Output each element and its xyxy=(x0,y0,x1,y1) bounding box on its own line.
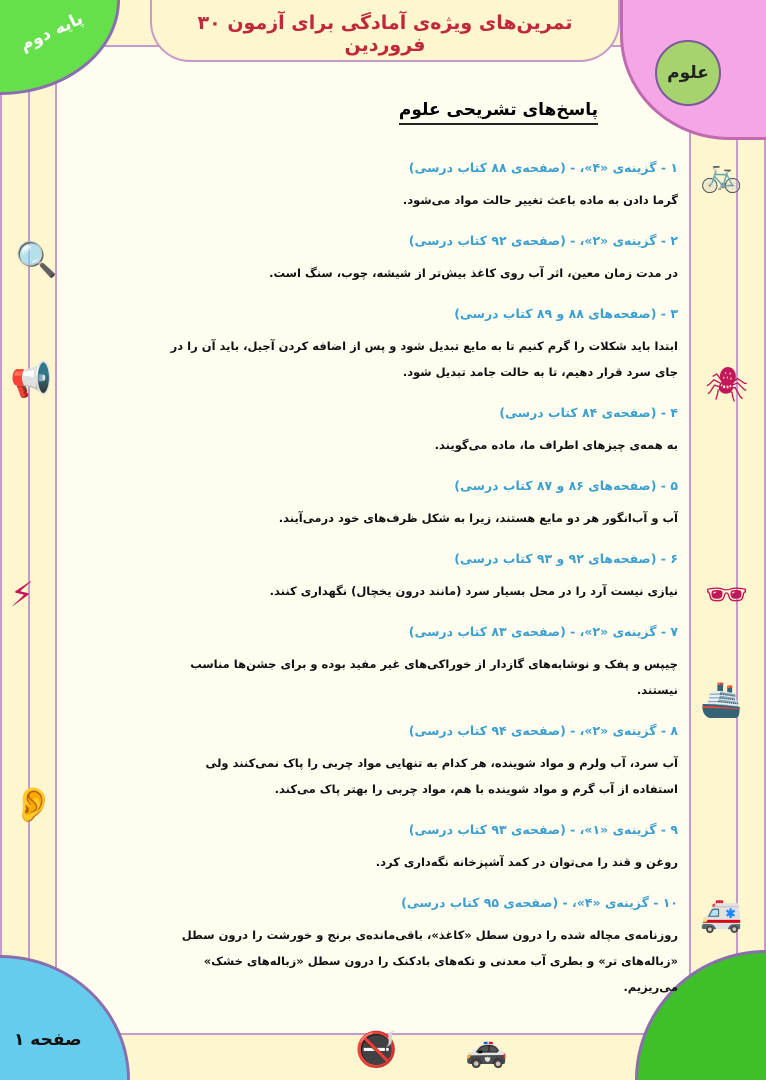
answer-item xyxy=(158,160,678,213)
answer-item xyxy=(158,822,678,875)
answer-item xyxy=(158,895,678,1000)
section-title: پاسخ‌های تشریحی علوم xyxy=(399,100,598,125)
answer-text: ابتدا باید شکلات را گرم کنیم تا به مایع تبدیل شود و پس از اضافه کردن آجیل، باید آن را در جای سرد قرار دهیم، تا به حالت جامد تبدیل شود. xyxy=(170,339,678,379)
answer-item xyxy=(158,624,678,703)
answer-item xyxy=(158,478,678,531)
answer-heading: ۶ - (صفحه‌های ۹۲ و ۹۳ کتاب درسی) xyxy=(454,551,678,566)
answer-heading: ۸ - گزینه‌ی «۲»، - (صفحه‌ی ۹۴ کتاب درسی) xyxy=(408,723,678,738)
answer-text: گرما دادن به ماده باعث تغییر حالت مواد می‌شود. xyxy=(402,193,678,207)
answers-list xyxy=(158,160,678,1020)
answer-text: چیپس و پفک و نوشابه‌های گازدار از خوراکی‌های غیر مفید بوده و برای جشن‌ها مناسب نیستند. xyxy=(190,657,678,697)
answer-text: در مدت زمان معین، اثر آب روی کاغذ بیش‌تر از شیشه، چوب، سنگ است. xyxy=(269,266,678,280)
spider-icon: 🕷 xyxy=(705,365,749,405)
answer-item xyxy=(158,306,678,385)
lightning-icon: ⚡ xyxy=(10,575,34,615)
police-car-icon: 🚓 xyxy=(465,1030,508,1070)
answer-heading: ۲ - گزینه‌ی «۲»، - (صفحه‌ی ۹۲ کتاب درسی) xyxy=(408,233,678,248)
answer-item xyxy=(158,233,678,286)
answer-text: آب سرد، آب ولرم و مواد شوینده، هر کدام به تنهایی مواد چربی را پاک نمی‌کنند ولی استفاده از آب گرم و مواد شوینده با هم، مواد چربی را بهتر پاک می‌کند. xyxy=(205,756,678,796)
answer-item xyxy=(158,723,678,802)
ear-icon: 👂 xyxy=(12,785,55,825)
subject-badge: علوم xyxy=(655,40,721,106)
answer-text: به همه‌ی چیزهای اطراف ما، ماده می‌گویند. xyxy=(434,438,678,452)
answer-text: روزنامه‌ی مچاله شده را درون سطل «کاغذ»، باقی‌مانده‌ی برنج و خورشت را درون سطل «زباله‌های تر» و بطری آب معدنی و تکه‌های بادکنک را درون سطل «زباله‌های خشک» می‌ریزیم. xyxy=(181,928,678,994)
answer-text: نیازی نیست آرد را در محل بسیار سرد (مانند درون یخچال) نگهداری کنند. xyxy=(269,584,678,598)
page-number: صفحه ۱ xyxy=(14,1030,82,1050)
no-smoking-icon: 🚭 xyxy=(355,1030,398,1070)
answer-heading: ۷ - گزینه‌ی «۲»، - (صفحه‌ی ۸۳ کتاب درسی) xyxy=(408,624,678,639)
answer-item xyxy=(158,551,678,604)
page-title: تمرین‌های ویژه‌ی آمادگی برای آزمون ۳۰ فروردین xyxy=(197,12,573,56)
answer-item xyxy=(158,405,678,458)
answer-heading: ۱۰ - گزینه‌ی «۴»، - (صفحه‌ی ۹۵ کتاب درسی) xyxy=(401,895,678,910)
sunglasses-icon: 🕶 xyxy=(705,575,749,615)
grade-label: پایه دوم xyxy=(16,8,87,56)
answer-heading: ۹ - گزینه‌ی «۱»، - (صفحه‌ی ۹۳ کتاب درسی) xyxy=(408,822,678,837)
magnifier-icon: 🔍 xyxy=(15,240,58,280)
ambulance-icon: 🚑 xyxy=(700,895,743,935)
answer-heading: ۱ - گزینه‌ی «۴»، - (صفحه‌ی ۸۸ کتاب درسی) xyxy=(408,160,678,175)
left-border xyxy=(0,40,30,1040)
bicycle-icon: 🚲 xyxy=(700,155,743,195)
answer-text: روغن و قند را می‌توان در کمد آشپزخانه نگه‌داری کرد. xyxy=(375,855,678,869)
answer-heading: ۴ - (صفحه‌ی ۸۴ کتاب درسی) xyxy=(499,405,678,420)
answer-text: آب و آب‌انگور هر دو مایع هستند، زیرا به شکل ظرف‌های خود درمی‌آیند. xyxy=(278,511,678,525)
answer-heading: ۳ - (صفحه‌های ۸۸ و ۸۹ کتاب درسی) xyxy=(454,306,678,321)
ship-icon: 🚢 xyxy=(700,680,743,720)
megaphone-icon: 📢 xyxy=(10,360,53,400)
answer-heading: ۵ - (صفحه‌های ۸۶ و ۸۷ کتاب درسی) xyxy=(454,478,678,493)
